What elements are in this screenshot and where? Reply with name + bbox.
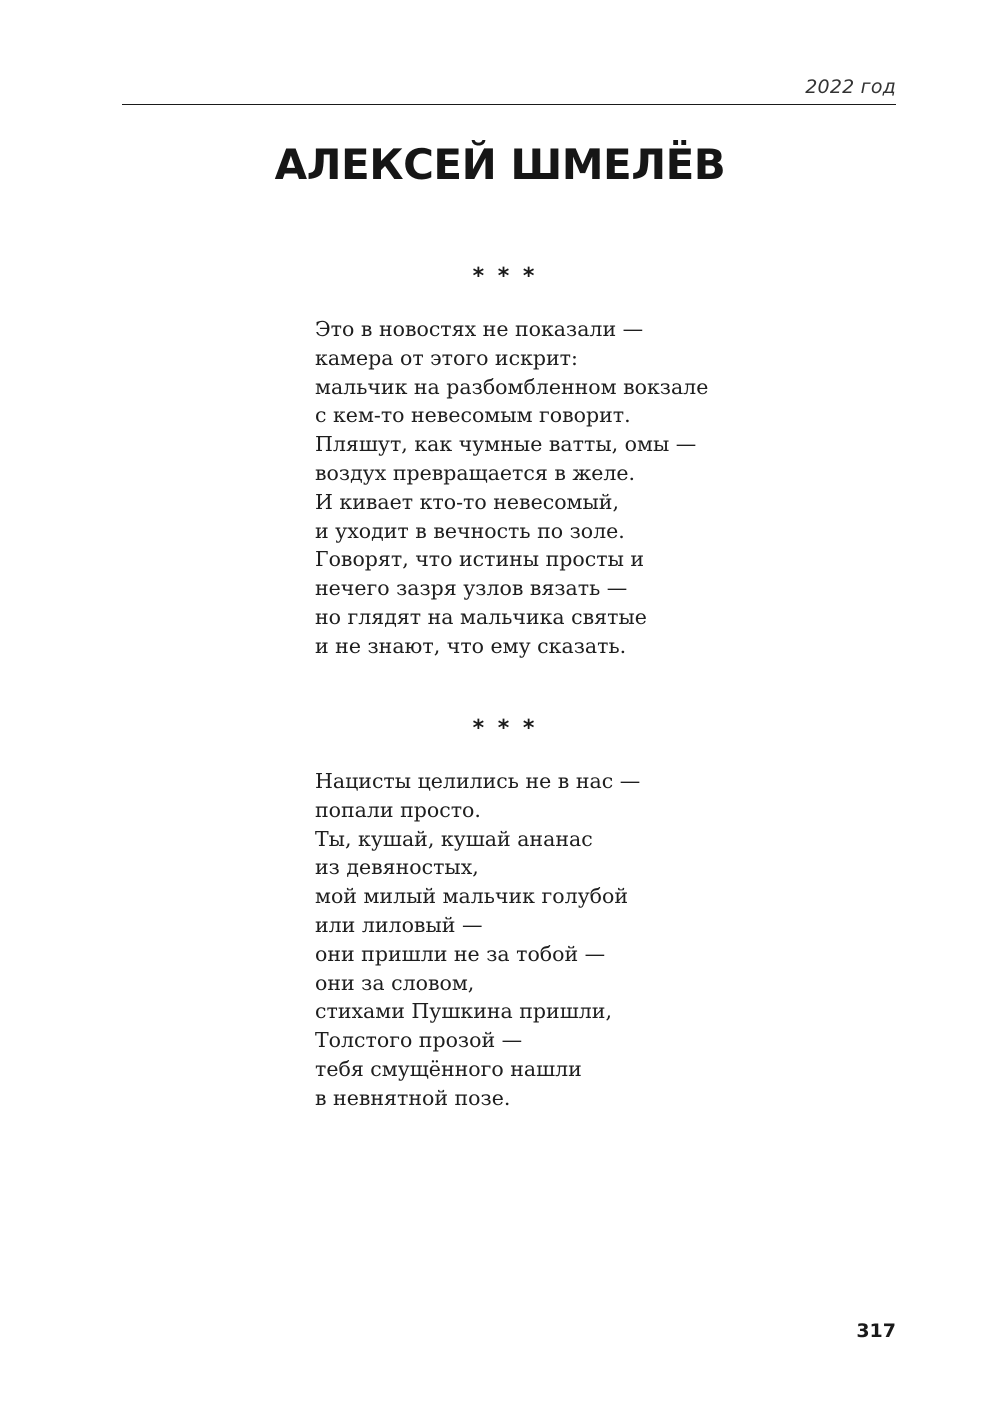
poem-separator: * * * bbox=[472, 264, 538, 289]
poem-1 bbox=[315, 315, 708, 661]
poem-line: мой милый мальчик голубой bbox=[315, 884, 629, 909]
poem-line: Нацисты целились не в нас — bbox=[315, 769, 641, 793]
poem-line: нечего зазря узлов вязать — bbox=[315, 576, 628, 601]
poem-line: в невнятной позе. bbox=[315, 1085, 511, 1110]
header-rule bbox=[122, 104, 896, 105]
poem-line: воздух превращается в желе. bbox=[315, 460, 636, 485]
poem-line: или лиловый — bbox=[315, 912, 483, 937]
poem-2 bbox=[315, 767, 640, 1113]
author-title: АЛЕКСЕЙ ШМЕЛЁВ bbox=[274, 140, 726, 189]
poem-line: камера от этого искрит: bbox=[315, 345, 578, 370]
poem-line: и не знают, что ему сказать. bbox=[315, 633, 627, 658]
poem-line: Пляшут, как чумные ватты, омы — bbox=[315, 432, 697, 457]
poem-line: И кивает кто-то невесомый, bbox=[315, 489, 619, 514]
page-number: 317 bbox=[856, 1320, 896, 1342]
poem-line: Это в новостях не показали — bbox=[315, 317, 644, 341]
poem-line: стихами Пушкина пришли, bbox=[315, 999, 612, 1024]
poem-separator: * * * bbox=[472, 716, 538, 741]
poem-line: и уходит в вечность по золе. bbox=[315, 518, 625, 543]
poem-line: из девяностых, bbox=[315, 855, 479, 880]
poem-line: Говорят, что истины просты и bbox=[315, 547, 645, 572]
poem-line: они пришли не за тобой — bbox=[315, 941, 606, 966]
poem-line: тебя смущённого нашли bbox=[315, 1056, 582, 1081]
poem-line: мальчик на разбомбленном вокзале bbox=[315, 374, 709, 399]
poem-line: попали просто. bbox=[315, 797, 481, 822]
poem-line: но глядят на мальчика святые bbox=[315, 604, 647, 629]
poem-line: с кем-то невесомым говорит. bbox=[315, 403, 631, 428]
poem-line: Ты, кушай, кушай ананас bbox=[315, 826, 593, 851]
running-head: 2022 год bbox=[805, 76, 896, 98]
poem-line: они за словом, bbox=[315, 970, 475, 995]
poem-line: Толстого прозой — bbox=[315, 1028, 523, 1053]
